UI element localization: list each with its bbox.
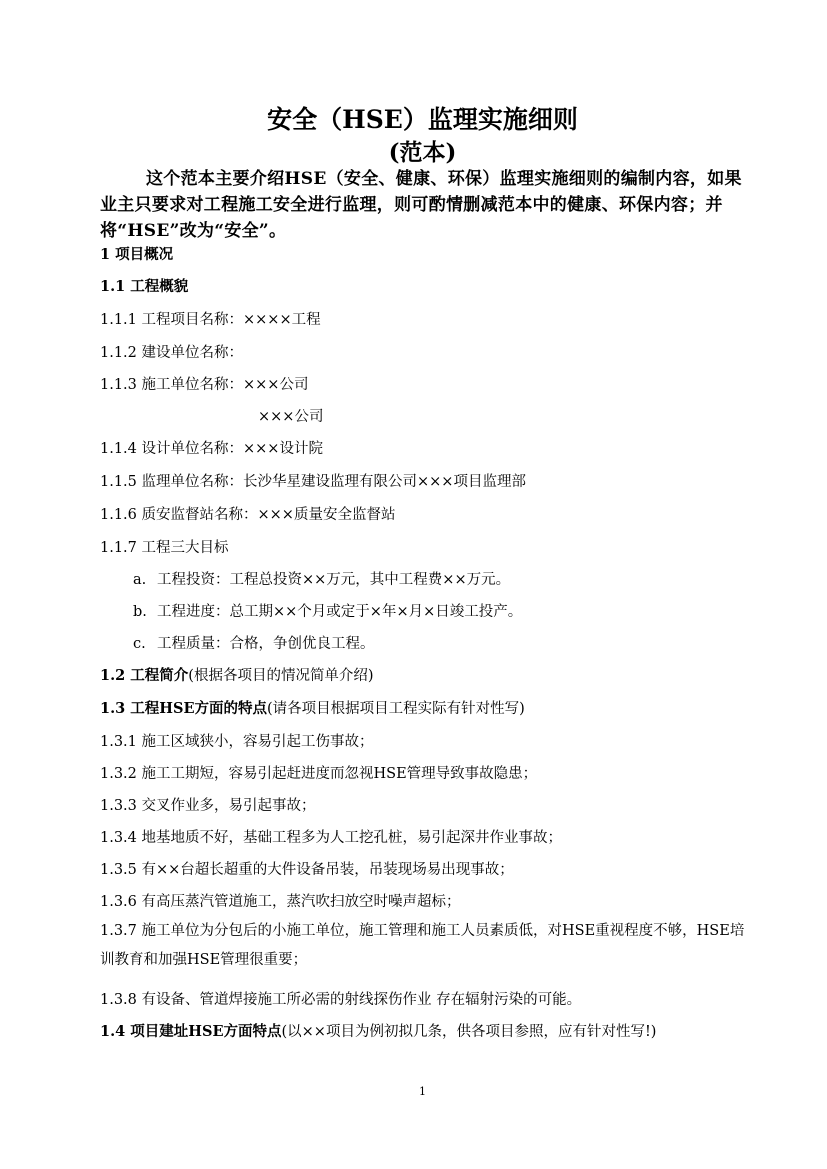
owner-line: 1.1.2 建设单位名称： <box>100 345 244 361</box>
safety-station-line: 1.1.6 质安监督站名称：×××质量安全监督站 <box>100 507 396 523</box>
document-subtitle: (范本) <box>388 139 457 166</box>
feature-1-3-4: 1.3.4 地基地质不好，基础工程多为人工挖孔桩，易引起深井作业事故； <box>100 830 563 846</box>
designer-line: 1.1.4 设计单位名称：×××设计院 <box>100 441 323 457</box>
goal-text: 工程投资：工程总投资××万元，其中工程费××万元。 <box>157 572 511 588</box>
section-1-heading: 1 项目概况 <box>100 246 174 263</box>
page-number: 1 <box>419 1085 426 1098</box>
section-1-3-title: 1.3 工程HSE方面的特点 <box>100 700 267 717</box>
feature-1-3-1: 1.3.1 施工区域狭小，容易引起工伤事故； <box>100 734 374 750</box>
document-title: 安全（HSE）监理实施细则 <box>267 105 578 134</box>
list-marker: c. <box>133 636 146 652</box>
feature-1-3-6: 1.3.6 有高压蒸汽管道施工，蒸汽吹扫放空时噪声超标； <box>100 894 461 910</box>
feature-1-3-5: 1.3.5 有××台超长超重的大件设备吊装，吊装现场易出现事故； <box>100 862 514 878</box>
contractor-line-2: ×××公司 <box>258 409 324 425</box>
goals-heading: 1.1.7 工程三大目标 <box>100 540 229 556</box>
feature-1-3-3: 1.3.3 交叉作业多，易引起事故； <box>100 798 316 814</box>
section-1-4-title: 1.4 项目建址HSE方面特点 <box>100 1023 282 1040</box>
supervisor-line: 1.1.5 监理单位名称：长沙华星建设监理有限公司×××项目监理部 <box>100 474 526 490</box>
feature-1-3-7: 1.3.7 施工单位为分包后的小施工单位，施工管理和施工人员素质低，对HSE重视程度不够，HSE培训教育和加强HSE管理很重要； <box>100 923 745 968</box>
section-1-4-note: (以××项目为例初拟几条，供各项目参照，应有针对性写!) <box>281 1024 657 1040</box>
goal-item-a <box>133 568 510 589</box>
section-1-4-heading <box>100 1020 656 1041</box>
section-1-2-note: (根据各项目的情况简单介绍) <box>188 668 374 684</box>
intro-paragraph: 这个范本主要介绍HSE（安全、健康、环保）监理实施细则的编制内容，如果业主只要求对工程施工安全进行监理，则可酌情删减范本中的健康、环保内容；并将“HSE”改为“安全”。 <box>100 169 742 241</box>
project-name-line: 1.1.1 工程项目名称：××××工程 <box>100 312 321 328</box>
goal-item-c <box>133 632 375 653</box>
section-1-3-note: (请各项目根据项目工程实际有针对性写) <box>267 701 525 717</box>
section-1-3-heading <box>100 697 525 718</box>
section-1-2-title: 1.2 工程简介 <box>100 667 189 684</box>
goal-item-b <box>133 600 522 621</box>
section-1-1-heading: 1.1 工程概貌 <box>100 278 189 295</box>
contractor-line: 1.1.3 施工单位名称：×××公司 <box>100 377 309 393</box>
goal-text: 工程进度：总工期××个月或定于×年×月×日竣工投产。 <box>157 604 523 620</box>
list-marker: b. <box>133 604 147 620</box>
list-marker: a. <box>133 572 147 588</box>
goal-text: 工程质量：合格，争创优良工程。 <box>157 636 375 652</box>
feature-1-3-8: 1.3.8 有设备、管道焊接施工所必需的射线探伤作业 存在辐射污染的可能。 <box>100 992 582 1008</box>
feature-1-3-2: 1.3.2 施工工期短，容易引起赶进度而忽视HSE管理导致事故隐患； <box>100 766 538 782</box>
section-1-2-heading <box>100 664 374 685</box>
